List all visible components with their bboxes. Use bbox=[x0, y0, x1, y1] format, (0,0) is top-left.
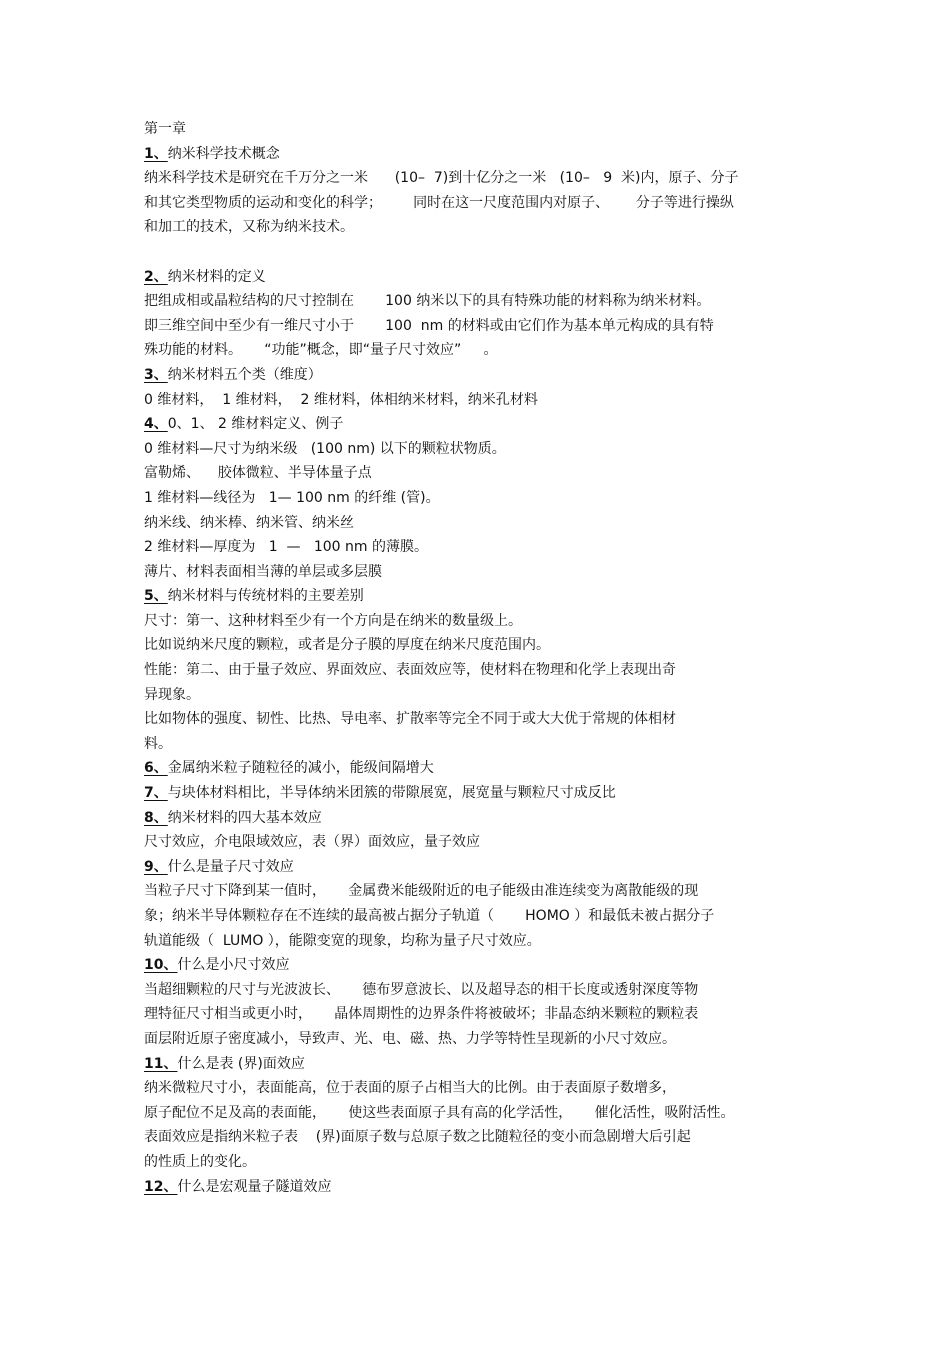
section-heading bbox=[144, 756, 824, 781]
section-heading-text: 什么是表 (界)面效应 bbox=[177, 1055, 305, 1072]
body-line: 1 维材料—线径为 1— 100 nm 的纤维 (管)。 bbox=[144, 489, 440, 506]
body-line: 0 维材料—尺寸为纳米级 (100 nm) 以下的颗粒状物质。 bbox=[144, 440, 506, 457]
section-heading-text: 0、1、 2 维材料定义、例子 bbox=[167, 416, 344, 433]
body-line: 当粒子尺寸下降到某一值时， 金属费米能级附近的电子能级由准连续变为离散能级的现 bbox=[144, 883, 699, 900]
body-line: 2 维材料—厚度为 1 — 100 nm 的薄膜。 bbox=[144, 539, 428, 556]
body-line: 比如说纳米尺度的颗粒，或者是分子膜的厚度在纳米尺度范围内。 bbox=[144, 637, 550, 654]
section-heading-text: 金属纳米粒子随粒径的减小，能级间隔增大 bbox=[167, 760, 434, 777]
section-number: 3、 bbox=[144, 366, 168, 383]
body-line: 性能：第二、由于量子效应、界面效应、表面效应等，使材料在物理和化学上表现出奇 bbox=[144, 662, 676, 679]
body-line: 0 维材料， 1 维材料， 2 维材料，体相纳米材料，纳米孔材料 bbox=[144, 391, 538, 408]
body-line: 原子配位不足及高的表面能， 使这些表面原子具有高的化学活性， 催化活性，吸附活性。 bbox=[144, 1104, 735, 1121]
section-number: 9、 bbox=[144, 858, 168, 875]
section-number: 7、 bbox=[144, 785, 168, 802]
body-line: 薄片、材料表面相当薄的单层或多层膜 bbox=[144, 563, 382, 580]
body-line: 把组成相或晶粒结构的尺寸控制在 100 纳米以下的具有特殊功能的材料称为纳米材料。 bbox=[144, 293, 711, 310]
section-heading bbox=[144, 584, 824, 609]
section-heading-text: 纳米材料的四大基本效应 bbox=[167, 809, 322, 826]
body-line: 纳米微粒尺寸小，表面能高，位于表面的原子占相当大的比例。由于表面原子数增多， bbox=[144, 1080, 676, 1097]
section-number: 1、 bbox=[144, 145, 168, 162]
section-heading-text: 纳米材料五个类（维度） bbox=[167, 366, 322, 383]
body-line: 料。 bbox=[144, 735, 172, 752]
section-number: 10、 bbox=[144, 957, 178, 974]
section-heading bbox=[144, 806, 824, 831]
section-heading bbox=[144, 265, 824, 290]
section-heading-text: 纳米材料的定义 bbox=[167, 268, 266, 285]
body-line: 即三维空间中至少有一维尺寸小于 100 nm 的材料或由它们作为基本单元构成的具有特 bbox=[144, 317, 714, 334]
section-heading bbox=[144, 953, 824, 978]
body-line: 尺寸：第一、这种材料至少有一个方向是在纳米的数量级上。 bbox=[144, 612, 522, 629]
body-line: 异现象。 bbox=[144, 686, 200, 703]
body-line: 纳米科学技术是研究在千万分之一米 (10– 7)到十亿分之一米 (10– 9 米)内，原子、分子 bbox=[144, 170, 739, 187]
section-number: 2、 bbox=[144, 268, 168, 285]
body-line: 比如物体的强度、韧性、比热、导电率、扩散率等完全不同于或大大优于常规的体相材 bbox=[144, 711, 676, 728]
section-heading bbox=[144, 781, 824, 806]
body-line: 面层附近原子密度减小，导致声、光、电、磁、热、力学等特性呈现新的小尺寸效应。 bbox=[144, 1030, 676, 1047]
body-line: 殊功能的材料。 “功能”概念，即“量子尺寸效应” 。 bbox=[144, 342, 498, 359]
body-line: 的性质上的变化。 bbox=[144, 1153, 256, 1170]
section-heading bbox=[144, 412, 824, 437]
section-number: 4、 bbox=[144, 416, 168, 433]
section-number: 12、 bbox=[144, 1178, 178, 1195]
body-line: 表面效应是指纳米粒子表 (界)面原子数与总原子数之比随粒径的变小而急剧增大后引起 bbox=[144, 1129, 691, 1146]
section-heading-text: 什么是量子尺寸效应 bbox=[167, 858, 294, 875]
body-line: 理特征尺寸相当或更小时， 晶体周期性的边界条件将被破坏；非晶态纳米颗粒的颗粒表 bbox=[144, 1006, 699, 1023]
document-content bbox=[144, 117, 824, 1199]
chapter-title: 第一章 bbox=[144, 121, 186, 137]
section-list bbox=[144, 142, 824, 1200]
body-line: 当超细颗粒的尺寸与光波波长、 德布罗意波长、以及超导态的相干长度或透射深度等物 bbox=[144, 981, 699, 998]
body-line: 和加工的技术，又称为纳米技术。 bbox=[144, 219, 354, 236]
section-heading-text: 纳米材料与传统材料的主要差别 bbox=[167, 588, 364, 605]
section-heading-text: 与块体材料相比，半导体纳米团簇的带隙展宽，展宽量与颗粒尺寸成反比 bbox=[167, 785, 616, 802]
section-heading-text: 什么是宏观量子隧道效应 bbox=[177, 1178, 332, 1195]
section-heading-text: 纳米科学技术概念 bbox=[167, 145, 280, 162]
section-number: 5、 bbox=[144, 588, 168, 605]
body-line: 富勒烯、 胶体微粒、半导体量子点 bbox=[144, 465, 372, 482]
body-line: 尺寸效应，介电限域效应，表（界）面效应，量子效应 bbox=[144, 834, 480, 851]
section-heading bbox=[144, 1175, 824, 1200]
section-heading bbox=[144, 363, 824, 388]
section-heading bbox=[144, 142, 824, 167]
body-line: 象；纳米半导体颗粒存在不连续的最高被占据分子轨道（ HOMO ）和最低未被占据分子 bbox=[144, 908, 715, 924]
section-heading-text: 什么是小尺寸效应 bbox=[177, 957, 290, 974]
section-heading bbox=[144, 855, 824, 880]
section-number: 6、 bbox=[144, 760, 168, 777]
section-number: 11、 bbox=[144, 1055, 178, 1072]
body-line: 纳米线、纳米棒、纳米管、纳米丝 bbox=[144, 514, 354, 531]
body-line: 和其它类型物质的运动和变化的科学； 同时在这一尺度范围内对原子、 分子等进行操纵 bbox=[144, 194, 734, 211]
section-heading bbox=[144, 1052, 824, 1077]
section-number: 8、 bbox=[144, 809, 168, 826]
blank-line bbox=[144, 240, 824, 265]
body-line: 轨道能级（ LUMO ），能隙变宽的现象，均称为量子尺寸效应。 bbox=[144, 932, 541, 949]
